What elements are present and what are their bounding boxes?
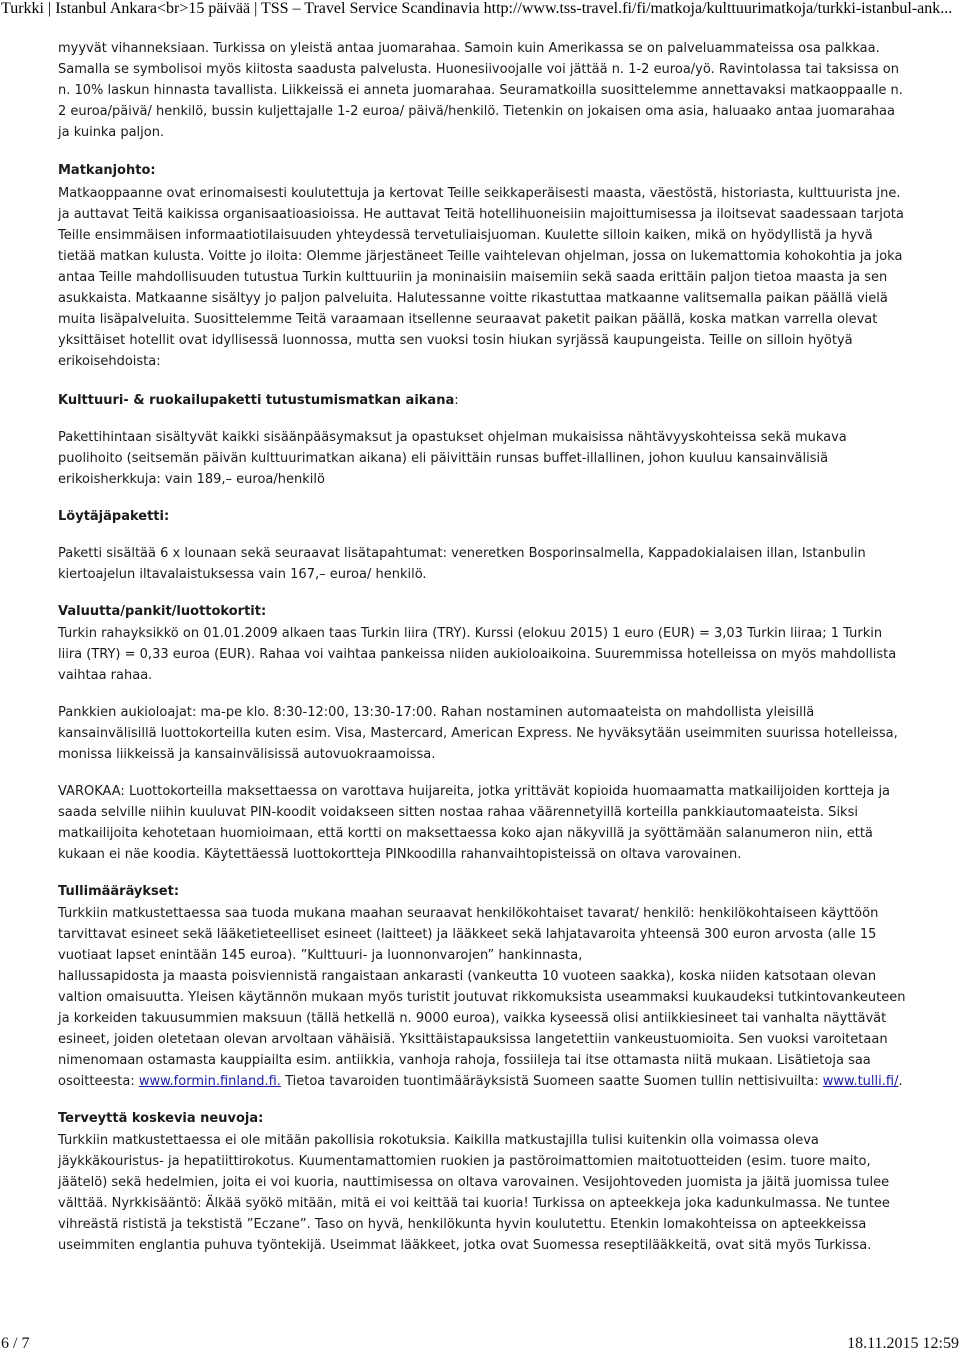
section-valuutta [58,601,908,865]
section-paragraph: Pankkien aukioloajat: ma-pe klo. 8:30-12:00, 13:30-17:00. Rahan nostaminen automaateista on mahdollista yleisillä kansainvälisillä luottokorteilla kuten esim. Visa, Mastercard, American Express. Ne hyväksytään useimmiten suurissa hotelleissa, monissa liikkeissä ja kansainvälisissä autovuokraamoissa. [58,705,898,762]
page-number: 6 / 7 [1,1335,30,1352]
paragraph-text: hallussapidosta ja maasta poisviennistä rangaistaan ankarasti (vankeutta 10 vuoteen saakka), koska niiden katsotaan olevan valtion omaisuutta. Yleisen käytännön mukaan myös turistit joutuvat rikkomuksista useammaksi kuukaudeksi tutkintovankeuteen ja korkeiden takuusummien maksuun (tällä hetkellä n. 9000 euroa), vaikka kyseessä olisi antiikkiesineet tai vanhalta näyttävät esineet, joiden oletetaan olevan arvoltaan vähäisiä. Yksittäistapauksissa langetettiin vankeustuomioita. Sen vuoksi varoitetaan nimenomaan ostamasta kauppiailta esim. antiikkia, vanhoja rahoja, fossiileja tai itse ottamasta niitä mukaan. Lisätietoja saa osoitteesta: [58,969,906,1089]
section-matkanjohto [58,160,908,372]
formin-link[interactable]: www.formin.finland.fi. [138,1074,281,1089]
section-heading [58,390,908,411]
section-heading: Terveyttä koskevia neuvoja: [58,1111,264,1126]
print-timestamp: 18.11.2015 12:59 [847,1335,959,1352]
tips-paragraph: myyvät vihanneksiaan. Turkissa on yleistä antaa juomarahaa. Samoin kuin Amerikassa se on palveluammateissa osa palkkaa. Samalla se symbolisoi myös kiitosta saadusta palvelusta. Huonesiivoojalle voi jättää n. 1-2 euroa/yö. Ravintolassa tai taksissa on n. 10% laskun hinnasta tavallista. Liikkeissä ei anneta juomarahaa. Seuramatkoilla suosittelemme annettavaksi matkaoppaalle n. 2 euroa/päivä/ henkilö, bussin kuljettajalle 1-2 euroa/ päivä/henkilö. Tietenkin on jokaisen oma asia, haluaako antaa juomarahaa ja kuinka paljon. [58,41,903,140]
section-kulttuuri [58,390,908,490]
print-header-title: Turkki | Istanbul Ankara<br>15 päivää | TSS – Travel Service Scandinavia http://www.tss-travel.fi/fi/matkoja/kulttuurimatkoja/turkki-istanbul-ank... [1,0,953,17]
section-paragraph: VAROKAA: Luottokorteilla maksettaessa on varottava huijareita, jotka yrittävät kopioida huomaamatta matkailijoiden kortteja ja saada selville niihin kuuluvat PIN-koodit voidakseen sitten nostaa rahaa väärennetyillä korteilla pankkiautomaateista. Siksi matkailijoita kehotetaan huomioimaan, että kortti on maksettaessa koko ajan näkyvillä ja syöttämään salanumeron niin, että kukaan ei näe koodia. Käytettäessä luottokortteja PINkoodilla rahanvaihtopisteissä on oltava varovainen. [58,784,891,862]
section-paragraph [58,966,908,1092]
section-heading: Matkanjohto: [58,163,156,178]
section-heading: Tullimääräykset: [58,884,180,899]
print-footer [0,1334,960,1354]
paragraph-text: Tietoa tavaroiden tuontimääräyksistä Suomeen saatte Suomen tullin nettisivuilta: [280,1074,823,1089]
section-paragraph: Pakettihintaan sisältyvät kaikki sisäänpääsymaksut ja opastukset ohjelman mukaisissa nähtävyyskohteissa sekä mukava puolihoito (seitsemän päivän kulttuurimatkan aikana) eli päivittäin runsas buffet-illallinen, johon kuuluu kansainvälisiä erikoisherkkuja: vain 189,– euroa/henkilö [58,430,847,487]
section-paragraph: Matkaoppaanne ovat erinomaisesti koulutettuja ja kertovat Teille seikkaperäisesti maasta, väestöstä, historiasta, kulttuurista jne. ja auttavat Teitä kaikissa organisaatioasioissa. He auttavat Teitä hotellihuoneisiin majoittumisessa ja iloitsevat saadessaan tarjota Teille ensimmäisen informaatiotilaisuuden yhteydessä tervetuliaisjuoman. Kuulette silloin kaiken, mikä on hyödyllistä ja hyvä tietää matkan kulusta. Voitte jo iloita: Olemme järjestäneet Teille vaihtelevan ohjelman, jossa on lukemattomia kohokohtia ja joka antaa Teille mahdollisuuden tutustua Turkin kulttuuriin ja moninaisiin maisemiin sekä saada erittäin paljon tietoa maasta ja sen asukkaista. Matkaanne sisältyy jo paljon palveluita. Halutessanne voitte rikastuttaa matkaanne valitsemalla paikan päällä vielä muita lisäpalveluita. Suosittelemme Teitä varaamaan itsellenne seuraavat paketit paikan päällä, koska matkan varrella olevat yksittäiset hotellit ovat idyllisessä luonnossa, mutta sen vuoksi tosin hiukan syrjässä kaupungeista. Teille on silloin hyötyä erikoisehdoista: [58,186,904,369]
document-body [58,38,908,1256]
tulli-link[interactable]: www.tulli.fi/ [822,1074,899,1089]
section-heading-text: Kulttuuri- & ruokailupaketti tutustumismatkan aikana [58,393,455,408]
section-heading: Valuutta/pankit/luottokortit: [58,604,267,619]
section-paragraph: Turkkiin matkustettaessa ei ole mitään pakollisia rokotuksia. Kaikilla matkustajilla tulisi kuitenkin olla voimassa oleva jäykkäkouristus- ja hepatiittirokotus. Kuumentamattomien ruokien ja pastöroimattomien maitotuotteiden (esim. tuore maito, jäätelö) sekä hedelmien, joita ei voi kuoria, nauttimisessa on oltava varovainen. Vesijohtoveden juomista ja jäitä juomissa tulee välttää. Nyrkkisääntö: Älkää syökö mitään, mitä ei voi keittää tai kuoria! Turkissa on apteekkeja joka kadunkulmassa. Ne tuntee vihreästä rististä ja tekstistä ”Eczane”. Taso on hyvä, henkilökunta hyvin koulutettu. Etenkin lomakohteissa on apteekkeissa useimmiten englantia puhuva työntekijä. Useimmat lääkkeet, jotka ovat Suomessa reseptilääkkeitä, ovat sitä myös Turkissa. [58,1133,890,1253]
paragraph-text: . [898,1074,903,1089]
section-paragraph: Turkkiin matkustettaessa saa tuoda mukana maahan seuraavat henkilökohtaiset tavarat/ henkilö: henkilökohtaiseen käyttöön tarvittavat esineet sekä lääketieteelliset esineet (laitteet) ja lääkkeet sekä lahjatavaroita yhteensä 300 euron arvosta (alle 15 vuotiaat lapset enintään 145 euroa). ”Kulttuuri- ja luonnonvarojen” hankinnasta, [58,906,879,963]
section-terveys [58,1108,908,1256]
section-loytajapaketti [58,506,908,585]
section-heading-suffix: : [454,393,459,408]
section-heading: Löytäjäpaketti: [58,509,170,524]
section-paragraph: Paketti sisältää 6 x lounaan sekä seuraavat lisätapahtumat: veneretken Bosporinsalmella, Kappadokialaisen illan, Istanbulin kiertoajelun iltavalaistuksessa vain 167,– euroa/ henkilö. [58,546,866,582]
print-header [0,0,960,22]
section-tullit [58,881,908,1092]
section-paragraph: Turkin rahayksikkö on 01.01.2009 alkaen taas Turkin liira (TRY). Kurssi (elokuu 2015) 1 euro (EUR) = 3,03 Turkin liiraa; 1 Turkin liira (TRY) = 0,33 euroa (EUR). Rahaa voi vaihtaa pankeissa niiden aukioloaikoina. Suuremmissa hotelleissa on myös mahdollista vaihtaa rahaa. [58,626,897,683]
